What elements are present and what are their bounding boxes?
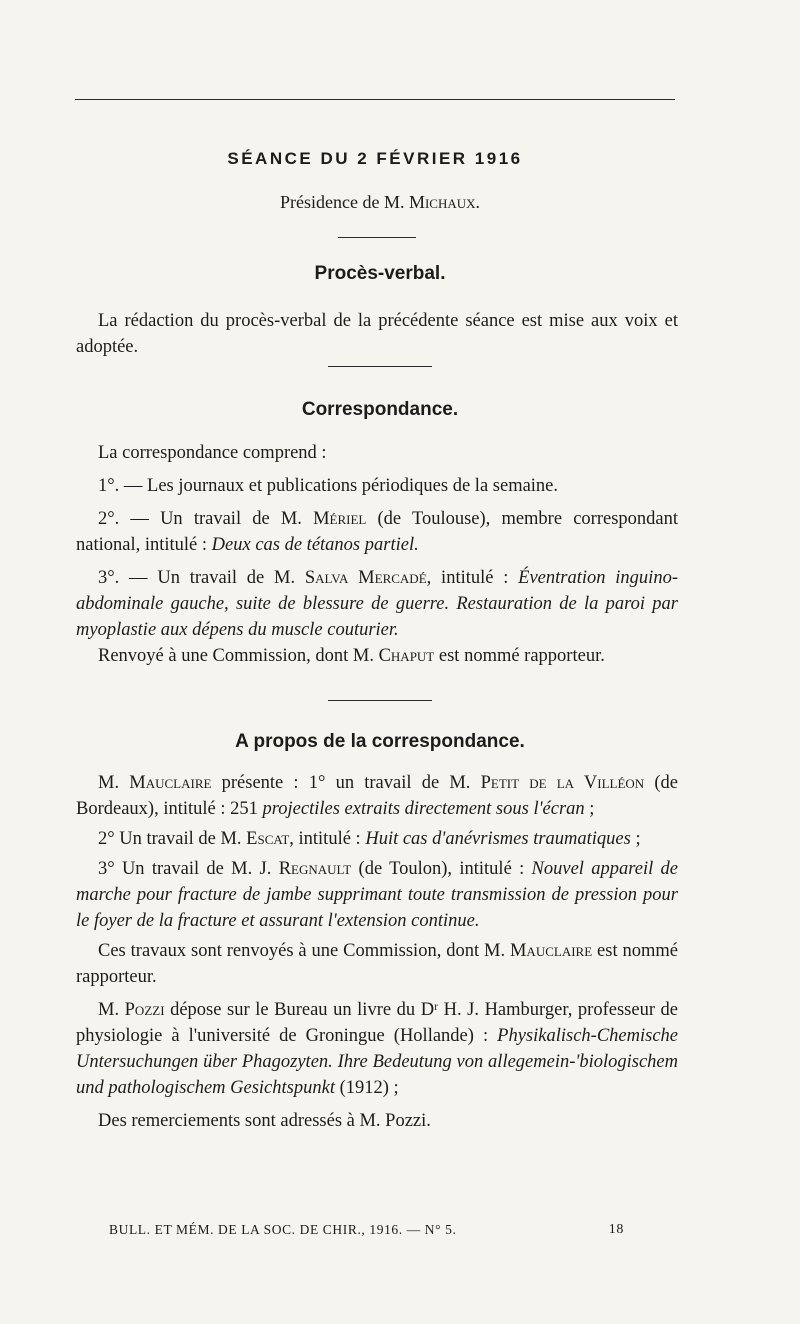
- presidency-line: [0, 192, 760, 213]
- p3-text: 3° Un travail de M. J.: [98, 859, 279, 879]
- correspondance-item-2: [76, 506, 678, 558]
- p1-author-2: Petit de la Villéon: [480, 773, 645, 793]
- p2-text: 2° Un travail de M.: [98, 829, 247, 849]
- a-propos-paragraph-2: [76, 826, 678, 852]
- p3-title: Nouvel appareil de marche pour fracture de jambe supprimant toute transmission de pression pour le foyer de la fracture et assurant l'extension continue.: [76, 859, 679, 931]
- item-2-title: Deux cas de tétanos partiel.: [211, 535, 419, 555]
- item-3-author: Salva Mercadé: [304, 568, 427, 588]
- correspondance-item-1: 1°. — Les journaux et publications périodiques de la semaine.: [98, 476, 559, 496]
- renvoi-prefix: Renvoyé à une Commission, dont M.: [98, 646, 379, 666]
- item-3-title: Éventration inguino-abdominale gauche, suite de blessure de guerre. Restauration de la paroi par myoplastie aux dépens du muscle couturier.: [76, 568, 678, 640]
- correspondance-item-3: [76, 565, 678, 643]
- p2-author: Escat: [246, 829, 290, 849]
- section-divider: [328, 700, 432, 701]
- presidency-prefix: Présidence de M.: [279, 192, 409, 212]
- p1-text: M.: [98, 773, 130, 793]
- a-propos-paragraph-5: [76, 997, 678, 1101]
- a-propos-paragraph-3: [76, 856, 678, 934]
- p1-text: présente : 1° un travail de M.: [211, 773, 481, 793]
- p3-text: (de Toulon), intitulé :: [351, 859, 532, 879]
- p1-text: ;: [584, 799, 595, 819]
- p3-author: Regnault: [278, 859, 352, 879]
- page-number: 18: [608, 1222, 624, 1237]
- proces-verbal-text: La rédaction du procès-verbal de la précédente séance est mise aux voix et adoptée.: [76, 311, 678, 357]
- p5-text: dépose sur le Bureau un livre du Dʳ H. J. Hamburger, professeur de physiologie à l'université de Groningue (Hollande) :: [76, 1000, 678, 1046]
- a-propos-paragraph-1: [76, 770, 678, 822]
- a-propos-paragraph-6: Des remerciements sont adressés à M. Pozzi.: [98, 1111, 431, 1131]
- a-propos-block: [76, 770, 678, 1134]
- footer-citation: BULL. ET MÉM. DE LA SOC. DE CHIR., 1916. — N° 5.: [109, 1222, 457, 1237]
- correspondance-block: [76, 440, 678, 669]
- correspondance-intro: La correspondance comprend :: [98, 443, 327, 463]
- a-propos-paragraph-4: [76, 938, 678, 990]
- section-divider: [338, 237, 416, 238]
- proces-verbal-block: [76, 308, 678, 360]
- item-2-author: Mériel: [313, 509, 367, 529]
- p1-title: projectiles extraits directement sous l'écran: [262, 799, 585, 819]
- p4-rapporteur: Mauclaire: [509, 941, 593, 961]
- correspondance-renvoi: [76, 643, 678, 669]
- p1-author: Mauclaire: [129, 773, 212, 793]
- president-name: Michaux: [408, 192, 476, 212]
- item-3-mid: , intitulé :: [426, 568, 519, 588]
- p5-author: Pozzi: [124, 1000, 165, 1020]
- a-propos-heading: A propos de la correspondance.: [235, 731, 525, 752]
- item-2-mid: (de Toulouse), membre correspondant national, intitulé :: [76, 509, 678, 555]
- p2-text: , intitulé :: [289, 829, 366, 849]
- presidency-suffix: .: [475, 192, 481, 212]
- p4-text: est nommé rapporteur.: [76, 941, 678, 987]
- p2-title: Huit cas d'anévrismes traumatiques: [365, 829, 631, 849]
- item-3-prefix: 3°. — Un travail de M.: [98, 568, 305, 588]
- correspondance-heading: Correspondance.: [301, 399, 459, 420]
- p5-text: M.: [98, 1000, 125, 1020]
- renvoi-rapporteur: Chaput: [378, 646, 435, 666]
- p2-text: ;: [630, 829, 641, 849]
- item-2-prefix: 2°. — Un travail de M.: [98, 509, 314, 529]
- page-footer: [109, 1222, 624, 1238]
- proces-verbal-heading: Procès-verbal.: [314, 263, 446, 284]
- p5-text: (1912) ;: [334, 1078, 399, 1098]
- session-title: SÉANCE DU 2 FÉVRIER 1916: [227, 149, 523, 168]
- top-rule: [75, 99, 675, 100]
- section-divider: [328, 366, 432, 367]
- p5-book-title: Physikalisch-Chemische Untersuchungen über Phagozyten. Ihre Bedeutung von allegemein-'biologischem und pathologischem Gesichtspunkt: [76, 1026, 678, 1098]
- p4-text: Ces travaux sont renvoyés à une Commission, dont M.: [98, 941, 510, 961]
- renvoi-suffix: est nommé rapporteur.: [434, 646, 605, 666]
- p1-text: (de Bordeaux), intitulé : 251: [76, 773, 679, 819]
